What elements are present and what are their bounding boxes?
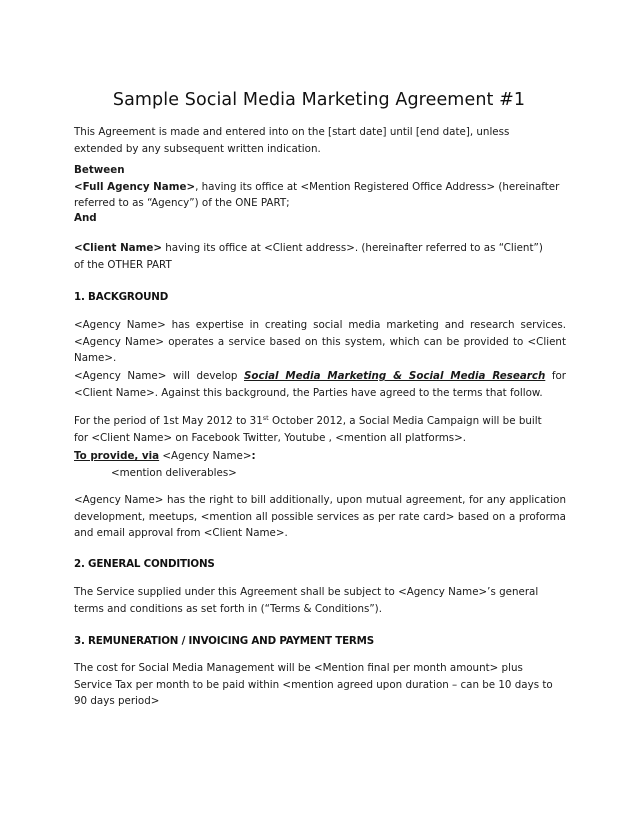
additional-billing-paragraph: <Agency Name> has the right to bill additionally, upon mutual agreement, for any application development, meetups, <mention all possible services as per rate card> based on a proforma and email approval from <Client Name>. (74, 494, 566, 539)
date-superscript: st (262, 414, 269, 422)
between-block (74, 162, 566, 212)
remuneration-line-3: 90 days period> (74, 695, 160, 707)
background-paragraph-1: <Agency Name> has expertise in creating social media marketing and research services. <Agency Name> operates a service based on this system, which can be provided to <Client Name>. (74, 319, 566, 364)
between-line-1 (74, 179, 566, 196)
intro-line-1: This Agreement is made and entered into on the [start date] until [end date], unless (74, 126, 510, 138)
client-line-1 (74, 240, 566, 257)
intro-line-2: extended by any subsequent written indication. (74, 142, 321, 155)
page-title: Sample Social Media Marketing Agreement #1 (112, 90, 526, 110)
between-label: Between (74, 164, 125, 176)
section-2-heading: 2. GENERAL CONDITIONS (74, 558, 215, 570)
intro-paragraph (74, 124, 566, 157)
deliverables-placeholder: <mention deliverables> (111, 467, 237, 479)
general-conditions-paragraph (74, 584, 566, 617)
client-name-placeholder: <Client Name> (74, 242, 162, 254)
para2-post: for <Client Name>. Against this background, the Parties have agreed to the terms that follow. (74, 370, 566, 399)
campaign-line-1-post: October 2012, a Social Media Campaign will be built (268, 415, 542, 427)
campaign-line-1 (74, 413, 566, 430)
between-line-1-rest: , having its office at <Mention Registered Office Address> (hereinafter (195, 180, 560, 193)
to-provide-agency: <Agency Name> (159, 450, 252, 462)
background-paragraph-2 (74, 368, 566, 401)
between-line-2: referred to as “Agency”) of the ONE PART; (74, 197, 290, 209)
campaign-line-2: for <Client Name> on Facebook Twitter, Youtube , <mention all platforms>. (74, 431, 467, 444)
services-emphasis: Social Media Marketing & Social Media Research (243, 370, 546, 382)
remuneration-paragraph (74, 660, 566, 710)
section-3-heading: 3. REMUNERATION / INVOICING AND PAYMENT TERMS (74, 635, 374, 647)
client-line-2: of the OTHER PART (74, 258, 172, 271)
conditions-line-2: terms and conditions as set forth in (“Terms & Conditions”). (74, 602, 382, 615)
campaign-line-1-pre: For the period of 1st May 2012 to 31 (74, 415, 263, 427)
and-label: And (74, 212, 97, 224)
client-block (74, 240, 566, 273)
to-provide-line (74, 448, 566, 465)
client-line-1-rest: having its office at <Client address>. (hereinafter referred to as “Client”) (161, 242, 543, 254)
to-provide-label: To provide, via (74, 450, 160, 462)
remuneration-line-2: Service Tax per month to be paid within <mention agreed upon duration – can be 10 days to (74, 678, 553, 691)
section-1-heading: 1. BACKGROUND (74, 291, 169, 303)
to-provide-colon: : (251, 450, 256, 462)
conditions-line-1: The Service supplied under this Agreement shall be subject to <Agency Name>’s general (74, 586, 539, 598)
agency-name-placeholder: <Full Agency Name> (74, 180, 196, 193)
para2-pre: <Agency Name> will develop (74, 370, 244, 382)
remuneration-line-1: The cost for Social Media Management will be <Mention final per month amount> plus (74, 662, 523, 674)
campaign-period-paragraph (74, 413, 566, 446)
